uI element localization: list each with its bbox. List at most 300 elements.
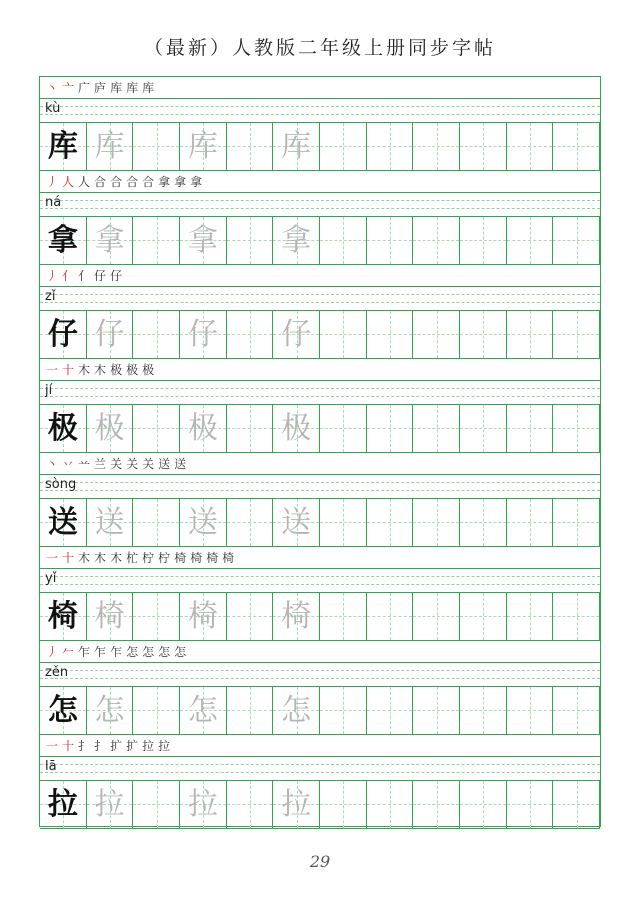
writing-row <box>40 311 600 359</box>
guide-line <box>157 405 158 452</box>
guide-line <box>530 593 531 640</box>
stroke-step: 丷 <box>62 457 79 471</box>
stroke-order-row <box>40 641 600 663</box>
guide-line <box>157 217 158 264</box>
practice-cell[interactable] <box>553 781 600 828</box>
guide-line <box>530 687 531 734</box>
trace-character: 拉 <box>94 787 125 822</box>
practice-cell[interactable] <box>553 123 600 170</box>
pinyin-label: ná <box>45 195 62 210</box>
trace-character: 仔 <box>281 317 312 352</box>
pinyin-guide-line <box>40 764 600 765</box>
stroke-step: 人 <box>62 175 79 189</box>
stroke-step: 椅 <box>206 551 223 565</box>
guide-line <box>437 781 438 828</box>
guide-line <box>250 687 251 734</box>
practice-cell[interactable] <box>553 217 600 264</box>
writing-row <box>40 499 600 547</box>
guide-line <box>437 405 438 452</box>
guide-line <box>343 499 344 546</box>
guide-line <box>343 405 344 452</box>
trace-character: 拉 <box>281 787 312 822</box>
stroke-step: 极 <box>126 363 143 377</box>
practice-cell[interactable] <box>507 405 554 452</box>
practice-cell[interactable] <box>413 405 460 452</box>
practice-cell[interactable] <box>227 123 274 170</box>
model-character: 拿 <box>47 223 78 258</box>
character-block <box>40 77 600 171</box>
guide-line <box>483 311 484 358</box>
practice-cell[interactable] <box>413 311 460 358</box>
practice-cell[interactable] <box>87 499 134 546</box>
guide-line <box>250 405 251 452</box>
guide-line <box>577 687 578 734</box>
guide-line <box>157 311 158 358</box>
stroke-step: 丿 <box>46 645 63 659</box>
stroke-step: 丿 <box>46 269 63 283</box>
trace-character: 拉 <box>187 787 218 822</box>
practice-cell[interactable] <box>227 405 274 452</box>
stroke-step: 木 <box>94 363 111 377</box>
guide-line <box>437 311 438 358</box>
writing-row <box>40 781 600 829</box>
trace-character: 椅 <box>187 599 218 634</box>
guide-line <box>483 123 484 170</box>
trace-character: 怎 <box>94 693 125 728</box>
practice-cell[interactable] <box>273 217 320 264</box>
practice-cell[interactable] <box>413 687 460 734</box>
stroke-step: 广 <box>78 81 95 95</box>
stroke-step: 怎 <box>174 645 191 659</box>
stroke-step: 拉 <box>142 739 159 753</box>
practice-cell[interactable] <box>273 311 320 358</box>
trace-character: 送 <box>94 505 125 540</box>
practice-cell[interactable] <box>227 687 274 734</box>
practice-cell[interactable] <box>133 311 180 358</box>
page-number: 29 <box>309 852 331 871</box>
practice-cell[interactable] <box>133 123 180 170</box>
guide-line <box>343 123 344 170</box>
practice-cell[interactable] <box>460 593 507 640</box>
guide-line <box>577 311 578 358</box>
pinyin-label: jí <box>45 383 53 398</box>
pinyin-label: yǐ <box>45 571 57 586</box>
practice-cell[interactable] <box>133 593 180 640</box>
practice-cell[interactable] <box>507 687 554 734</box>
practice-cell[interactable] <box>367 217 414 264</box>
pinyin-guide-line <box>40 396 600 397</box>
guide-line <box>437 593 438 640</box>
practice-cell[interactable] <box>133 499 180 546</box>
stroke-step: 关 <box>110 457 127 471</box>
practice-cell[interactable] <box>507 781 554 828</box>
guide-line <box>577 123 578 170</box>
stroke-step: 扌 <box>94 739 111 753</box>
practice-cell[interactable] <box>180 405 227 452</box>
practice-cell[interactable] <box>553 687 600 734</box>
model-character: 极 <box>47 411 78 446</box>
guide-line <box>437 499 438 546</box>
practice-cell[interactable] <box>273 499 320 546</box>
practice-cell[interactable] <box>273 687 320 734</box>
practice-cell[interactable] <box>133 217 180 264</box>
guide-line <box>483 405 484 452</box>
pinyin-guide-line <box>40 678 600 679</box>
practice-cell[interactable] <box>133 405 180 452</box>
guide-line <box>157 781 158 828</box>
stroke-step: 合 <box>110 175 127 189</box>
stroke-step: 木 <box>78 363 95 377</box>
stroke-step: 木 <box>78 551 95 565</box>
trace-character: 怎 <box>187 693 218 728</box>
practice-cell[interactable] <box>227 311 274 358</box>
practice-cell[interactable] <box>180 781 227 828</box>
trace-character: 椅 <box>94 599 125 634</box>
guide-line <box>530 781 531 828</box>
trace-character: 送 <box>187 505 218 540</box>
stroke-order-row <box>40 453 600 475</box>
practice-cell[interactable] <box>553 311 600 358</box>
stroke-step: 兰 <box>94 457 111 471</box>
pinyin-guide-line <box>40 200 600 201</box>
model-cell <box>40 405 87 452</box>
stroke-step: 拿 <box>158 175 175 189</box>
guide-line <box>530 311 531 358</box>
stroke-step: 椅 <box>174 551 191 565</box>
guide-line <box>577 499 578 546</box>
pinyin-label: zǐ <box>45 289 56 304</box>
trace-character: 送 <box>281 505 312 540</box>
practice-cell[interactable] <box>367 311 414 358</box>
stroke-step: 丶 <box>46 81 63 95</box>
pinyin-guide-line <box>40 302 600 303</box>
stroke-step: 仔 <box>94 269 111 283</box>
practice-cell[interactable] <box>227 499 274 546</box>
guide-line <box>250 311 251 358</box>
practice-cell[interactable] <box>227 217 274 264</box>
practice-cell[interactable] <box>320 499 367 546</box>
practice-cell[interactable] <box>87 123 134 170</box>
stroke-step: 亻 <box>78 269 95 283</box>
pinyin-row <box>40 569 600 593</box>
stroke-step: 一 <box>46 363 63 377</box>
practice-cell[interactable] <box>180 217 227 264</box>
pinyin-guide-line <box>40 584 600 585</box>
practice-cell[interactable] <box>367 123 414 170</box>
pinyin-guide-line <box>40 106 600 107</box>
stroke-step: 库 <box>110 81 127 95</box>
stroke-step: 合 <box>126 175 143 189</box>
pinyin-guide-line <box>40 670 600 671</box>
trace-character: 拿 <box>187 223 218 258</box>
stroke-order-row <box>40 547 600 569</box>
stroke-step: 怎 <box>142 645 159 659</box>
guide-line <box>437 123 438 170</box>
stroke-step: 仔 <box>110 269 127 283</box>
model-cell <box>40 217 87 264</box>
stroke-step: 杧 <box>126 551 143 565</box>
model-cell <box>40 123 87 170</box>
practice-cell[interactable] <box>87 687 134 734</box>
stroke-step: 库 <box>142 81 159 95</box>
copybook-grid <box>39 76 601 827</box>
stroke-step: 合 <box>94 175 111 189</box>
pinyin-row <box>40 287 600 311</box>
stroke-step: 关 <box>126 457 143 471</box>
writing-row <box>40 405 600 453</box>
stroke-step: 怎 <box>158 645 175 659</box>
stroke-step: 库 <box>126 81 143 95</box>
practice-cell[interactable] <box>273 405 320 452</box>
guide-line <box>530 405 531 452</box>
character-block <box>40 171 600 265</box>
pinyin-label: sòng <box>45 477 77 492</box>
guide-line <box>483 499 484 546</box>
stroke-step: 十 <box>62 739 79 753</box>
stroke-step: 拉 <box>158 739 175 753</box>
trace-character: 库 <box>281 129 312 164</box>
practice-cell[interactable] <box>553 499 600 546</box>
guide-line <box>390 687 391 734</box>
practice-cell[interactable] <box>227 593 274 640</box>
stroke-step: 送 <box>158 457 175 471</box>
practice-cell[interactable] <box>320 687 367 734</box>
stroke-step: 木 <box>110 551 127 565</box>
practice-cell[interactable] <box>320 781 367 828</box>
guide-line <box>343 217 344 264</box>
practice-cell[interactable] <box>227 781 274 828</box>
practice-cell[interactable] <box>507 499 554 546</box>
writing-row <box>40 687 600 735</box>
practice-cell[interactable] <box>87 781 134 828</box>
guide-line <box>250 217 251 264</box>
guide-line <box>483 687 484 734</box>
practice-cell[interactable] <box>367 405 414 452</box>
writing-row <box>40 593 600 641</box>
trace-character: 极 <box>94 411 125 446</box>
model-character: 拉 <box>47 787 78 822</box>
practice-cell[interactable] <box>460 499 507 546</box>
pinyin-label: lā <box>45 759 57 774</box>
stroke-step: 木 <box>94 551 111 565</box>
stroke-step: 怎 <box>126 645 143 659</box>
stroke-step: 𠂉 <box>62 645 79 659</box>
stroke-step: 椅 <box>190 551 207 565</box>
stroke-step: 乍 <box>110 645 127 659</box>
practice-cell[interactable] <box>413 217 460 264</box>
stroke-step: 椅 <box>222 551 239 565</box>
pinyin-row <box>40 99 600 123</box>
pinyin-row <box>40 193 600 217</box>
guide-line <box>343 781 344 828</box>
guide-line <box>577 593 578 640</box>
writing-row <box>40 123 600 171</box>
practice-cell[interactable] <box>413 781 460 828</box>
practice-cell[interactable] <box>320 217 367 264</box>
model-character: 怎 <box>47 693 78 728</box>
stroke-step: 关 <box>142 457 159 471</box>
practice-cell[interactable] <box>133 687 180 734</box>
practice-cell[interactable] <box>87 405 134 452</box>
guide-line <box>390 311 391 358</box>
practice-cell[interactable] <box>507 593 554 640</box>
guide-line <box>483 217 484 264</box>
practice-cell[interactable] <box>133 781 180 828</box>
stroke-order-row <box>40 171 600 193</box>
trace-character: 拿 <box>94 223 125 258</box>
practice-cell[interactable] <box>367 499 414 546</box>
practice-cell[interactable] <box>367 593 414 640</box>
pinyin-guide-line <box>40 208 600 209</box>
stroke-step: 极 <box>110 363 127 377</box>
model-character: 库 <box>47 129 78 164</box>
trace-character: 拿 <box>281 223 312 258</box>
guide-line <box>157 593 158 640</box>
practice-cell[interactable] <box>507 123 554 170</box>
guide-line <box>390 123 391 170</box>
practice-cell[interactable] <box>273 781 320 828</box>
practice-cell[interactable] <box>413 593 460 640</box>
guide-line <box>390 593 391 640</box>
guide-line <box>483 781 484 828</box>
guide-line <box>250 499 251 546</box>
stroke-step: 十 <box>62 363 79 377</box>
stroke-step: 亻 <box>62 269 79 283</box>
practice-cell[interactable] <box>87 217 134 264</box>
practice-cell[interactable] <box>460 123 507 170</box>
trace-character: 椅 <box>281 599 312 634</box>
model-cell <box>40 311 87 358</box>
stroke-step: 拿 <box>190 175 207 189</box>
practice-cell[interactable] <box>460 311 507 358</box>
practice-cell[interactable] <box>273 593 320 640</box>
practice-cell[interactable] <box>180 311 227 358</box>
stroke-step: 扌 <box>78 739 95 753</box>
practice-cell[interactable] <box>367 781 414 828</box>
stroke-step: 送 <box>174 457 191 471</box>
trace-character: 仔 <box>187 317 218 352</box>
stroke-step: 人 <box>78 175 95 189</box>
stroke-step: 十 <box>62 551 79 565</box>
model-cell <box>40 593 87 640</box>
practice-cell[interactable] <box>87 593 134 640</box>
page-title: （最新）人教版二年级上册同步字帖 <box>143 37 496 59</box>
pinyin-row <box>40 381 600 405</box>
stroke-step: 䒑 <box>78 457 95 471</box>
practice-cell[interactable] <box>320 593 367 640</box>
stroke-step: 扩 <box>126 739 143 753</box>
practice-cell[interactable] <box>320 123 367 170</box>
pinyin-row <box>40 663 600 687</box>
guide-line <box>157 499 158 546</box>
stroke-step: 亠 <box>62 81 79 95</box>
pinyin-guide-line <box>40 772 600 773</box>
model-character: 仔 <box>47 317 78 352</box>
guide-line <box>437 687 438 734</box>
pinyin-guide-line <box>40 388 600 389</box>
practice-cell[interactable] <box>460 687 507 734</box>
practice-cell[interactable] <box>273 123 320 170</box>
practice-cell[interactable] <box>180 123 227 170</box>
stroke-step: 合 <box>142 175 159 189</box>
character-block <box>40 265 600 359</box>
stroke-step: 一 <box>46 551 63 565</box>
practice-cell[interactable] <box>367 687 414 734</box>
practice-cell[interactable] <box>553 593 600 640</box>
practice-cell[interactable] <box>180 499 227 546</box>
practice-cell[interactable] <box>180 687 227 734</box>
practice-cell[interactable] <box>507 217 554 264</box>
stroke-step: 丿 <box>46 175 63 189</box>
practice-cell[interactable] <box>507 311 554 358</box>
writing-row <box>40 217 600 265</box>
guide-line <box>390 405 391 452</box>
pinyin-guide-line <box>40 576 600 577</box>
guide-line <box>250 123 251 170</box>
guide-line <box>577 781 578 828</box>
guide-line <box>530 499 531 546</box>
stroke-order-row <box>40 735 600 757</box>
model-cell <box>40 687 87 734</box>
model-character: 椅 <box>47 599 78 634</box>
practice-cell[interactable] <box>413 499 460 546</box>
stroke-step: 乍 <box>94 645 111 659</box>
trace-character: 仔 <box>94 317 125 352</box>
stroke-step: 一 <box>46 739 63 753</box>
trace-character: 怎 <box>281 693 312 728</box>
practice-cell[interactable] <box>460 781 507 828</box>
stroke-step: 柠 <box>142 551 159 565</box>
trace-character: 极 <box>281 411 312 446</box>
stroke-step: 拿 <box>174 175 191 189</box>
character-block <box>40 641 600 735</box>
pinyin-guide-line <box>40 294 600 295</box>
stroke-step: 丶 <box>46 457 63 471</box>
practice-cell[interactable] <box>413 123 460 170</box>
guide-line <box>390 499 391 546</box>
practice-cell[interactable] <box>460 405 507 452</box>
stroke-order-row <box>40 265 600 287</box>
pinyin-row <box>40 757 600 781</box>
guide-line <box>483 593 484 640</box>
model-cell <box>40 781 87 828</box>
practice-cell[interactable] <box>180 593 227 640</box>
practice-cell[interactable] <box>460 217 507 264</box>
trace-character: 库 <box>187 129 218 164</box>
stroke-order-row <box>40 359 600 381</box>
character-block <box>40 735 600 829</box>
stroke-step: 扩 <box>110 739 127 753</box>
guide-line <box>250 781 251 828</box>
guide-line <box>390 781 391 828</box>
stroke-order-row <box>40 77 600 99</box>
guide-line <box>530 123 531 170</box>
guide-line <box>250 593 251 640</box>
practice-cell[interactable] <box>320 405 367 452</box>
pinyin-label: kù <box>45 101 61 116</box>
pinyin-guide-line <box>40 490 600 491</box>
guide-line <box>577 405 578 452</box>
trace-character: 极 <box>187 411 218 446</box>
practice-cell[interactable] <box>320 311 367 358</box>
model-cell <box>40 499 87 546</box>
pinyin-label: zěn <box>45 665 69 680</box>
guide-line <box>157 687 158 734</box>
guide-line <box>390 217 391 264</box>
practice-cell[interactable] <box>553 405 600 452</box>
guide-line <box>530 217 531 264</box>
practice-cell[interactable] <box>87 311 134 358</box>
